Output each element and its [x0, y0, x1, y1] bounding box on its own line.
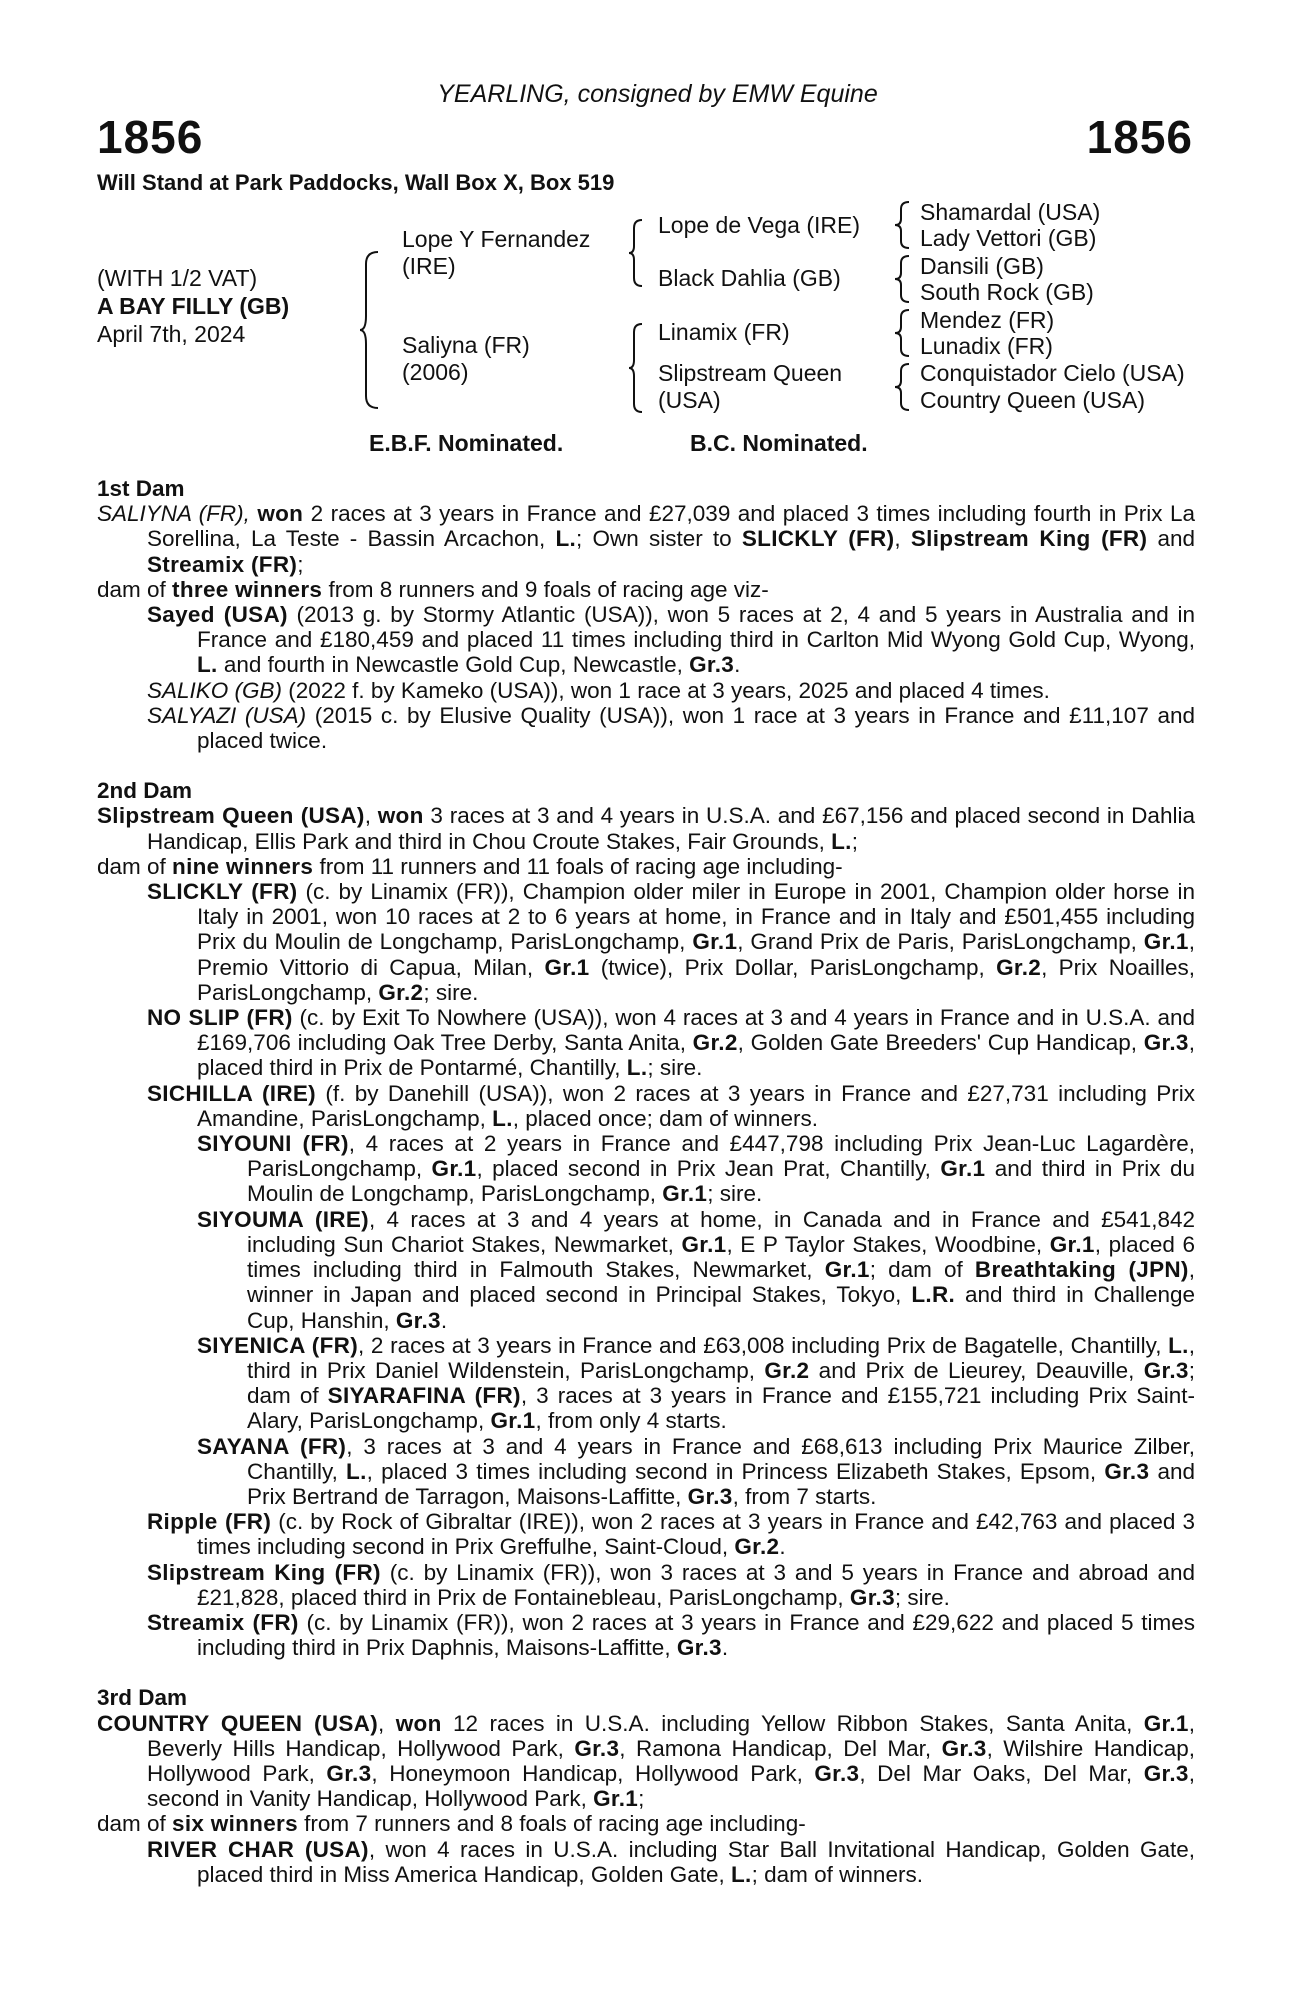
pedigree-brace-main	[358, 250, 382, 410]
sibling-slickly: SLICKLY (FR)	[741, 526, 895, 552]
produce-siyouma: SIYOUMA (IRE), 4 races at 3 and 4 years at home, in Canada and in France and £541,842 including Sun Chariot Stakes, Newmarket, Gr.1, E P Taylor Stakes, Woodbine, Gr.1, placed 6 times including third in Falmouth Stakes, Newmarket, Gr.1; dam of Breathtaking (JPN), winner in Japan and placed second in Principal Stakes, Tokyo, L.R. and third in Challenge Cup, Hanshin, Gr.3.	[197, 1206, 1195, 1333]
granddam-dam-line2: (USA)	[658, 387, 721, 413]
produce-siyenica: SIYENICA (FR), 2 races at 3 years in France and £63,008 including Prix de Bagatelle, Chantilly, L., third in Prix Daniel Wildenstein, ParisLongchamp, Gr.2 and Prix de Lieurey, Deauville, Gr.3; dam of SIYARAFINA (FR), 3 races at 3 years in France and £155,721 including Prix Saint-Alary, ParisLongchamp, Gr.1, from only 4 starts.	[197, 1332, 1195, 1434]
dam-year: (2006)	[402, 359, 469, 385]
grandsire-dam: Linamix (FR)	[658, 319, 790, 345]
ggen-sdd: South Rock (GB)	[920, 279, 1094, 305]
catalogue-body	[97, 476, 1195, 1887]
pedigree-brace-sd	[893, 254, 915, 304]
second-dam-produce-summary: dam of nine winners from 11 runners and 11 foals of racing age including-	[97, 853, 843, 879]
ggen-ddd: Country Queen (USA)	[920, 387, 1145, 413]
dam1-name: SALIYNA (FR),	[97, 501, 250, 527]
bc-nominated: B.C. Nominated.	[690, 430, 868, 456]
third-dam-heading: 3rd Dam	[97, 1685, 188, 1711]
third-dam-produce-summary: dam of six winners from 7 runners and 8 foals of racing age including-	[97, 1811, 806, 1837]
horse-name: A BAY FILLY (GB)	[97, 293, 290, 319]
produce-slickly: SLICKLY (FR) (c. by Linamix (FR)), Champion older miler in Europe in 2001, Champion older horse in Italy in 2001, won 10 races at 2 to 6 years at home, in France and in Italy and £501,455 including Prix du Moulin de Longchamp, ParisLongchamp, Gr.1, Grand Prix de Paris, ParisLongchamp, Gr.1, Premio Vittorio di Capua, Milan, Gr.1 (twice), Prix Dollar, ParisLongchamp, Gr.2, Prix Noailles, ParisLongchamp, Gr.2; sire.	[147, 879, 1196, 1005]
first-dam-heading: 1st Dam	[97, 476, 185, 501]
ggen-dsd: Lunadix (FR)	[920, 333, 1053, 359]
ebf-nominated: E.B.F. Nominated.	[369, 430, 564, 456]
produce-salyazi: SALYAZI (USA) (2015 c. by Elusive Quality (USA)), won 1 race at 3 years in France and £11,107 and placed twice.	[147, 702, 1195, 754]
sibling-slipstream-king: Slipstream King (FR)	[910, 526, 1148, 552]
ggen-sss: Shamardal (USA)	[920, 199, 1101, 225]
produce-sayana: SAYANA (FR), 3 races at 3 and 4 years in France and £68,613 including Prix Maurice Zilber, Chantilly, L., placed 3 times including second in Princess Elizabeth Stakes, Epsom, Gr.3 and Prix Bertrand de Tarragon, Maisons-Laffitte, Gr.3, from 7 starts.	[197, 1433, 1196, 1509]
pedigree-brace-ss	[893, 200, 915, 250]
sire-name: Lope Y Fernandez	[402, 226, 591, 252]
third-dam-record: COUNTRY QUEEN (USA), won 12 races in U.S.A. including Yellow Ribbon Stakes, Santa Anita, Gr.1, Beverly Hills Handicap, Hollywood Park, Gr.3, Ramona Handicap, Del Mar, Gr.3, Wilshire Handicap, Hollywood Park, Gr.3, Honeymoon Handicap, Hollywood Park, Gr.3, Del Mar Oaks, Del Mar, Gr.3, second in Vanity Handicap, Hollywood Park, Gr.1;	[97, 1710, 1196, 1812]
consignment-line: YEARLING, consigned by EMW Equine	[437, 80, 878, 108]
produce-ripple: Ripple (FR) (c. by Rock of Gibraltar (IRE)), won 2 races at 3 years in France and £42,763 and placed 3 times including second in Prix Greffulhe, Saint-Cloud, Gr.2.	[147, 1509, 1195, 1560]
sibling-streamix: Streamix (FR)	[147, 551, 298, 577]
produce-river-char: RIVER CHAR (USA), won 4 races in U.S.A. including Star Ball Invitational Handicap, Golden Gate, placed third in Miss America Handicap, Golden Gate, L.; dam of winners.	[147, 1836, 1195, 1887]
vat-note: (WITH 1/2 VAT)	[97, 265, 258, 291]
produce-no-slip: NO SLIP (FR) (c. by Exit To Nowhere (USA)), won 4 races at 3 and 4 years in France and in U.S.A. and £169,706 including Oak Tree Derby, Santa Anita, Gr.2, Golden Gate Breeders' Cup Handicap, Gr.3, placed third in Prix de Pontarmé, Chantilly, L.; sire.	[147, 1005, 1195, 1081]
produce-siyouni: SIYOUNI (FR), 4 races at 2 years in France and £447,798 including Prix Jean-Luc Lagardère, ParisLongchamp, Gr.1, placed second in Prix Jean Prat, Chantilly, Gr.1 and third in Prix du Moulin de Longchamp, ParisLongchamp, Gr.1; sire.	[197, 1131, 1195, 1207]
sire-country: (IRE)	[402, 253, 456, 279]
second-dam-heading: 2nd Dam	[97, 778, 193, 804]
produce-slipstream-king: Slipstream King (FR) (c. by Linamix (FR)), won 3 races at 3 and 5 years in France and abroad and £21,828, placed third in Prix de Fontainebleau, ParisLongchamp, Gr.3; sire.	[147, 1559, 1195, 1610]
produce-saliko: SALIKO (GB) (2022 f. by Kameko (USA)), won 1 race at 3 years, 2025 and placed 4 times.	[147, 677, 1050, 703]
pedigree-brace-sire	[628, 218, 646, 288]
dam1-won: won	[257, 501, 304, 527]
produce-streamix: Streamix (FR) (c. by Linamix (FR)), won 2 races at 3 years in France and £29,622 and placed 5 times including third in Prix Daphnis, Maisons-Laffitte, Gr.3.	[147, 1609, 1195, 1661]
stand-location: Will Stand at Park Paddocks, Wall Box X, Box 519	[97, 170, 615, 195]
first-dam-record: SALIYNA (FR), won 2 races at 3 years in France and £27,039 and placed 3 times including fourth in Prix La Sorellina, La Teste - Bassin Arcachon, L.; Own sister to SLICKLY (FR), Slipstream King (FR) and Streamix (FR);	[97, 501, 1196, 577]
pedigree-brace-dd	[893, 362, 915, 412]
ggen-dds: Conquistador Cielo (USA)	[920, 360, 1185, 386]
pedigree-brace-dam	[628, 322, 646, 414]
dam-name: Saliyna (FR)	[402, 332, 530, 358]
produce-sichilla: SICHILLA (IRE) (f. by Danehill (USA)), won 2 races at 3 years in France and £27,731 including Prix Amandine, ParisLongchamp, L., placed once; dam of winners.	[147, 1080, 1196, 1131]
granddam-sire: Black Dahlia (GB)	[658, 265, 841, 291]
granddam-dam-line1: Slipstream Queen	[658, 360, 843, 386]
grandsire-sire: Lope de Vega (IRE)	[658, 212, 861, 238]
ggen-ssd: Lady Vettori (GB)	[920, 225, 1097, 251]
pedigree-brace-ds	[893, 308, 915, 358]
lot-number-right: 1856	[1086, 111, 1193, 163]
produce-sayed: Sayed (USA) (2013 g. by Stormy Atlantic (USA)), won 5 races at 2, 4 and 5 years in Australia and in France and £180,459 and placed 11 times including third in Carlton Mid Wyong Gold Cup, Wyong, L. and fourth in Newcastle Gold Cup, Newcastle, Gr.3.	[147, 602, 1195, 678]
ggen-dss: Mendez (FR)	[920, 307, 1055, 333]
ggen-sds: Dansili (GB)	[920, 253, 1044, 279]
second-dam-record: Slipstream Queen (USA), won 3 races at 3 and 4 years in U.S.A. and £67,156 and placed second in Dahlia Handicap, Ellis Park and third in Chou Croute Stakes, Fair Grounds, L.;	[97, 803, 1195, 854]
foaling-date: April 7th, 2024	[97, 321, 246, 347]
lot-number-left: 1856	[97, 111, 204, 163]
first-dam-produce-summary: dam of three winners from 8 runners and 9 foals of racing age viz-	[97, 576, 769, 602]
